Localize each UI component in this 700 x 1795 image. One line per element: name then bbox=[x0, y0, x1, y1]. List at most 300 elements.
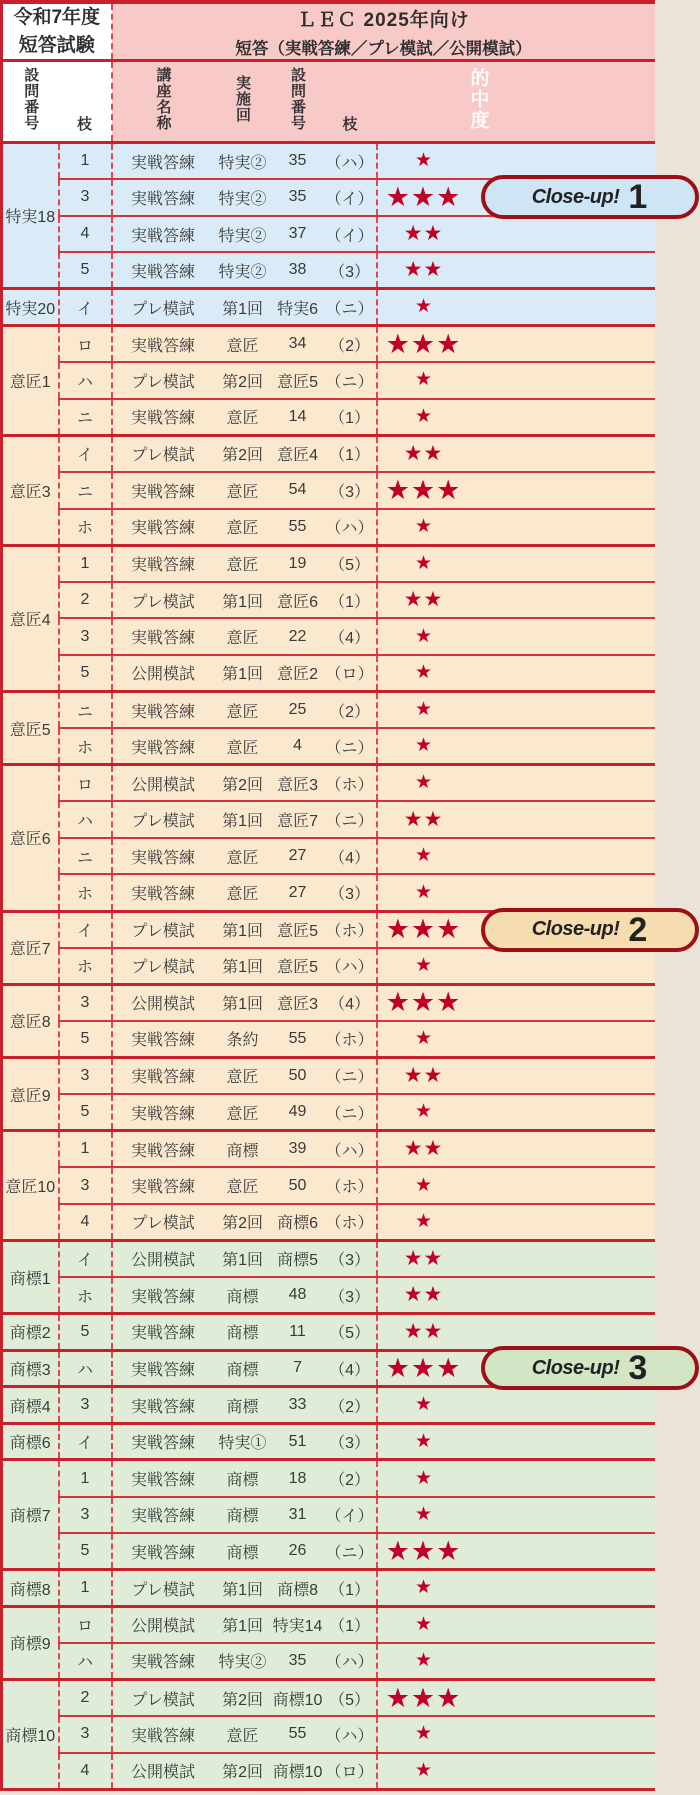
branch-no-cell: ニ bbox=[59, 692, 112, 729]
branch-cell: （5） bbox=[324, 545, 377, 582]
table-row bbox=[2, 582, 655, 619]
session-cell: 意匠 bbox=[214, 472, 272, 509]
group-label: 特実18 bbox=[2, 143, 59, 289]
col-header-branch2: 枝 bbox=[324, 61, 377, 143]
table-row bbox=[2, 1716, 655, 1753]
session-cell: 特実② bbox=[214, 179, 272, 216]
course-name-cell: プレ模試 bbox=[112, 362, 214, 399]
question-no-cell: 33 bbox=[272, 1387, 324, 1424]
session-cell: 特実② bbox=[214, 252, 272, 289]
star-icons: ★ bbox=[414, 954, 433, 976]
hit-rate-cell bbox=[377, 289, 655, 326]
hit-rate-cell bbox=[377, 252, 655, 289]
branch-cell: （4） bbox=[324, 984, 377, 1021]
star-icons: ★★ bbox=[403, 441, 444, 465]
session-cell: 意匠 bbox=[214, 1057, 272, 1094]
branch-cell: （ホ） bbox=[324, 911, 377, 948]
branch-cell: （1） bbox=[324, 582, 377, 619]
star-icons: ★★ bbox=[403, 222, 444, 246]
course-name-cell: 実戦答練 bbox=[112, 1057, 214, 1094]
question-no-cell: 意匠3 bbox=[272, 984, 324, 1021]
group-label: 商標6 bbox=[2, 1423, 59, 1460]
course-name-cell: 実戦答練 bbox=[112, 399, 214, 436]
star-icons: ★ bbox=[414, 552, 433, 574]
branch-no-cell: 5 bbox=[59, 1094, 112, 1131]
hit-rate-cell bbox=[377, 1643, 655, 1680]
closeup-badge bbox=[481, 908, 699, 952]
branch-no-cell: 2 bbox=[59, 1680, 112, 1717]
star-icons: ★ bbox=[414, 1210, 433, 1232]
hit-rate-cell bbox=[377, 582, 655, 619]
course-name-cell: 実戦答練 bbox=[112, 838, 214, 875]
course-name-cell: プレ模試 bbox=[112, 582, 214, 619]
branch-no-cell: 5 bbox=[59, 252, 112, 289]
star-icons: ★★★ bbox=[385, 328, 462, 359]
hit-rate-cell bbox=[377, 1570, 655, 1607]
group-label: 商標8 bbox=[2, 1570, 59, 1607]
branch-no-cell: ニ bbox=[59, 399, 112, 436]
col-header-question-no: 設問番号 bbox=[2, 61, 59, 143]
branch-no-cell: 2 bbox=[59, 582, 112, 619]
session-cell: 意匠 bbox=[214, 838, 272, 875]
branch-no-cell: 5 bbox=[59, 1021, 112, 1058]
table-row bbox=[2, 1131, 655, 1168]
table-row bbox=[2, 618, 655, 655]
table-row bbox=[2, 765, 655, 802]
star-icons: ★ bbox=[414, 405, 433, 427]
branch-cell: （ニ） bbox=[324, 1094, 377, 1131]
question-no-cell: 55 bbox=[272, 1716, 324, 1753]
branch-cell: （3） bbox=[324, 1423, 377, 1460]
hit-rate-cell bbox=[377, 1387, 655, 1424]
question-no-cell: 意匠3 bbox=[272, 765, 324, 802]
session-cell: 意匠 bbox=[214, 545, 272, 582]
branch-cell: （ハ） bbox=[324, 1716, 377, 1753]
table-row bbox=[2, 874, 655, 911]
branch-cell: （イ） bbox=[324, 179, 377, 216]
group-label: 商標2 bbox=[2, 1314, 59, 1351]
session-cell: 意匠 bbox=[214, 618, 272, 655]
closeup-label: Close-up! bbox=[531, 1356, 620, 1379]
hit-rate-cell bbox=[377, 1460, 655, 1497]
question-no-cell: 意匠2 bbox=[272, 655, 324, 692]
table-row bbox=[2, 1753, 655, 1790]
branch-cell: （ハ） bbox=[324, 509, 377, 546]
course-name-cell: プレ模試 bbox=[112, 911, 214, 948]
question-no-cell: 35 bbox=[272, 143, 324, 180]
course-name-cell: 実戦答練 bbox=[112, 143, 214, 180]
session-cell: 意匠 bbox=[214, 326, 272, 363]
hit-rate-cell bbox=[377, 1094, 655, 1131]
hit-rate-cell bbox=[377, 838, 655, 875]
branch-no-cell: ハ bbox=[59, 801, 112, 838]
branch-cell: （3） bbox=[324, 874, 377, 911]
hit-rate-cell bbox=[377, 1277, 655, 1314]
branch-cell: （ハ） bbox=[324, 143, 377, 180]
group-label: 意匠10 bbox=[2, 1131, 59, 1241]
table-row bbox=[2, 1350, 655, 1387]
group-label: 商標4 bbox=[2, 1387, 59, 1424]
question-no-cell: 意匠5 bbox=[272, 911, 324, 948]
session-cell: 第1回 bbox=[214, 1570, 272, 1607]
hit-rate-cell bbox=[377, 1131, 655, 1168]
branch-cell: （ニ） bbox=[324, 728, 377, 765]
hit-rate-cell bbox=[377, 326, 655, 363]
table-row bbox=[2, 1021, 655, 1058]
question-no-cell: 特実14 bbox=[272, 1606, 324, 1643]
group-label: 意匠6 bbox=[2, 765, 59, 911]
branch-cell: （ハ） bbox=[324, 1643, 377, 1680]
course-name-cell: 実戦答練 bbox=[112, 1131, 214, 1168]
hit-rate-cell bbox=[377, 874, 655, 911]
table-row bbox=[2, 1533, 655, 1570]
branch-no-cell: ニ bbox=[59, 838, 112, 875]
branch-cell: （4） bbox=[324, 1350, 377, 1387]
branch-cell: （3） bbox=[324, 1277, 377, 1314]
session-cell: 意匠 bbox=[214, 728, 272, 765]
table-row bbox=[2, 1387, 655, 1424]
course-name-cell: プレ模試 bbox=[112, 801, 214, 838]
branch-no-cell: 3 bbox=[59, 1167, 112, 1204]
table-row bbox=[2, 216, 655, 253]
star-icons: ★★★ bbox=[385, 474, 462, 505]
star-icons: ★ bbox=[414, 515, 433, 537]
table-row bbox=[2, 1423, 655, 1460]
branch-cell: （1） bbox=[324, 1606, 377, 1643]
table-row bbox=[2, 838, 655, 875]
branch-no-cell: イ bbox=[59, 435, 112, 472]
branch-cell: （ニ） bbox=[324, 1533, 377, 1570]
question-no-cell: 22 bbox=[272, 618, 324, 655]
session-cell: 意匠 bbox=[214, 509, 272, 546]
star-icons: ★★★ bbox=[385, 1535, 462, 1566]
branch-cell: （2） bbox=[324, 326, 377, 363]
branch-no-cell: ホ bbox=[59, 728, 112, 765]
session-cell: 第2回 bbox=[214, 435, 272, 472]
table-row bbox=[2, 948, 655, 985]
session-cell: 商標 bbox=[214, 1131, 272, 1168]
question-no-cell: 26 bbox=[272, 1533, 324, 1570]
hit-rate-cell bbox=[377, 399, 655, 436]
branch-no-cell: ホ bbox=[59, 509, 112, 546]
group-label: 意匠5 bbox=[2, 692, 59, 765]
hit-rate-cell bbox=[377, 618, 655, 655]
course-name-cell: 実戦答練 bbox=[112, 874, 214, 911]
session-cell: 意匠 bbox=[214, 874, 272, 911]
session-cell: 意匠 bbox=[214, 1094, 272, 1131]
branch-no-cell: 5 bbox=[59, 1314, 112, 1351]
question-no-cell: 意匠5 bbox=[272, 362, 324, 399]
course-name-cell: プレ模試 bbox=[112, 435, 214, 472]
group-label: 意匠9 bbox=[2, 1057, 59, 1130]
hit-rate-cell bbox=[377, 911, 655, 948]
group-label: 商標9 bbox=[2, 1606, 59, 1679]
star-icons: ★ bbox=[414, 735, 433, 757]
star-icons: ★ bbox=[414, 1503, 433, 1525]
hit-rate-cell bbox=[377, 472, 655, 509]
branch-cell: （ニ） bbox=[324, 289, 377, 326]
session-cell: 特実① bbox=[214, 1423, 272, 1460]
course-name-cell: 公開模試 bbox=[112, 984, 214, 1021]
branch-no-cell: 1 bbox=[59, 1570, 112, 1607]
group-label: 意匠7 bbox=[2, 911, 59, 984]
closeup-label: Close-up! bbox=[531, 185, 620, 208]
table-row bbox=[2, 362, 655, 399]
branch-cell: （ホ） bbox=[324, 1167, 377, 1204]
closeup-number: 3 bbox=[628, 1349, 648, 1388]
session-cell: 第2回 bbox=[214, 1680, 272, 1717]
hit-rate-cell bbox=[377, 435, 655, 472]
branch-no-cell: イ bbox=[59, 911, 112, 948]
branch-no-cell: イ bbox=[59, 1240, 112, 1277]
branch-cell: （ニ） bbox=[324, 801, 377, 838]
hit-rate-cell bbox=[377, 801, 655, 838]
branch-cell: （3） bbox=[324, 472, 377, 509]
branch-cell: （1） bbox=[324, 1570, 377, 1607]
course-name-cell: 実戦答練 bbox=[112, 1350, 214, 1387]
table-row bbox=[2, 1167, 655, 1204]
session-cell: 意匠 bbox=[214, 1716, 272, 1753]
closeup-number: 2 bbox=[628, 910, 648, 949]
table-row bbox=[2, 801, 655, 838]
star-icons: ★★★ bbox=[385, 1352, 462, 1383]
branch-cell: （ハ） bbox=[324, 948, 377, 985]
course-name-cell: 実戦答練 bbox=[112, 545, 214, 582]
table-row bbox=[2, 1460, 655, 1497]
closeup-number: 1 bbox=[628, 178, 648, 217]
branch-no-cell: ニ bbox=[59, 472, 112, 509]
course-name-cell: 公開模試 bbox=[112, 1753, 214, 1790]
hit-rate-cell bbox=[377, 1350, 655, 1387]
branch-cell: （ロ） bbox=[324, 1753, 377, 1790]
question-no-cell: 37 bbox=[272, 216, 324, 253]
hit-rate-cell bbox=[377, 1423, 655, 1460]
session-cell: 第1回 bbox=[214, 1240, 272, 1277]
question-no-cell: 14 bbox=[272, 399, 324, 436]
question-no-cell: 商標8 bbox=[272, 1570, 324, 1607]
branch-no-cell: 3 bbox=[59, 1497, 112, 1534]
question-no-cell: 35 bbox=[272, 1643, 324, 1680]
col-header-session: 実施回 bbox=[214, 61, 272, 143]
branch-no-cell: ロ bbox=[59, 326, 112, 363]
hit-rate-cell bbox=[377, 1606, 655, 1643]
session-cell: 第2回 bbox=[214, 362, 272, 399]
group-label: 商標10 bbox=[2, 1680, 59, 1790]
table-row bbox=[2, 435, 655, 472]
star-icons: ★ bbox=[414, 661, 433, 683]
hit-rate-cell bbox=[377, 509, 655, 546]
star-icons: ★★ bbox=[403, 1246, 444, 1270]
session-cell: 意匠 bbox=[214, 399, 272, 436]
branch-cell: （イ） bbox=[324, 216, 377, 253]
table-row bbox=[2, 179, 655, 216]
branch-no-cell: 3 bbox=[59, 984, 112, 1021]
branch-no-cell: ロ bbox=[59, 765, 112, 802]
table-row bbox=[2, 289, 655, 326]
branch-cell: （2） bbox=[324, 1387, 377, 1424]
question-no-cell: 商標5 bbox=[272, 1240, 324, 1277]
table-row bbox=[2, 143, 655, 180]
star-icons: ★ bbox=[414, 699, 433, 721]
group-label: 特実20 bbox=[2, 289, 59, 326]
branch-no-cell: 1 bbox=[59, 1131, 112, 1168]
course-name-cell: 実戦答練 bbox=[112, 1021, 214, 1058]
lec-title bbox=[112, 2, 655, 61]
session-cell: 特実② bbox=[214, 216, 272, 253]
star-icons: ★★ bbox=[403, 1319, 444, 1343]
course-name-cell: プレ模試 bbox=[112, 1204, 214, 1241]
branch-no-cell: 5 bbox=[59, 655, 112, 692]
star-icons: ★ bbox=[414, 772, 433, 794]
session-cell: 第1回 bbox=[214, 984, 272, 1021]
hit-rate-cell bbox=[377, 728, 655, 765]
star-icons: ★ bbox=[414, 1394, 433, 1416]
course-name-cell: 実戦答練 bbox=[112, 326, 214, 363]
question-no-cell: 商標6 bbox=[272, 1204, 324, 1241]
session-cell: 意匠 bbox=[214, 1167, 272, 1204]
branch-no-cell: イ bbox=[59, 289, 112, 326]
branch-cell: （4） bbox=[324, 838, 377, 875]
closeup-label: Close-up! bbox=[531, 918, 620, 941]
session-cell: 商標 bbox=[214, 1497, 272, 1534]
branch-cell: （ロ） bbox=[324, 655, 377, 692]
session-cell: 条約 bbox=[214, 1021, 272, 1058]
lec-title-line1: ＬＥＣ 2025年向け bbox=[297, 9, 470, 31]
branch-cell: （3） bbox=[324, 252, 377, 289]
branch-cell: （ハ） bbox=[324, 1131, 377, 1168]
branch-cell: （ホ） bbox=[324, 1021, 377, 1058]
star-icons: ★★★ bbox=[385, 181, 462, 212]
branch-no-cell: ホ bbox=[59, 874, 112, 911]
session-cell: 商標 bbox=[214, 1350, 272, 1387]
branch-no-cell: ホ bbox=[59, 1277, 112, 1314]
course-name-cell: プレ模試 bbox=[112, 948, 214, 985]
hit-rate-cell bbox=[377, 545, 655, 582]
session-cell: 商標 bbox=[214, 1533, 272, 1570]
branch-no-cell: ハ bbox=[59, 1643, 112, 1680]
exam-title-line2: 短答試験 bbox=[18, 34, 95, 56]
branch-no-cell: 1 bbox=[59, 1460, 112, 1497]
table-row bbox=[2, 1570, 655, 1607]
table-row bbox=[2, 1094, 655, 1131]
group-label: 意匠4 bbox=[2, 545, 59, 691]
course-name-cell: プレ模試 bbox=[112, 1570, 214, 1607]
hit-rate-cell bbox=[377, 1240, 655, 1277]
hit-rate-cell bbox=[377, 1204, 655, 1241]
question-no-cell: 50 bbox=[272, 1057, 324, 1094]
table-row bbox=[2, 728, 655, 765]
star-icons: ★★★ bbox=[385, 1682, 462, 1713]
table-row bbox=[2, 252, 655, 289]
hit-rate-cell bbox=[377, 1716, 655, 1753]
course-name-cell: 実戦答練 bbox=[112, 179, 214, 216]
group-label: 商標1 bbox=[2, 1240, 59, 1313]
branch-cell: （ニ） bbox=[324, 362, 377, 399]
course-name-cell: 実戦答練 bbox=[112, 1277, 214, 1314]
group-label: 意匠8 bbox=[2, 984, 59, 1057]
question-no-cell: 25 bbox=[272, 692, 324, 729]
course-name-cell: 実戦答練 bbox=[112, 472, 214, 509]
star-icons: ★★ bbox=[403, 1283, 444, 1307]
question-no-cell: 51 bbox=[272, 1423, 324, 1460]
lec-title-line2: 短答（実戦答練／プレ模試／公開模試） bbox=[235, 39, 532, 58]
hit-rate-cell bbox=[377, 1680, 655, 1717]
col-header-hit-rate: 的中度 bbox=[377, 61, 655, 143]
session-cell: 意匠 bbox=[214, 692, 272, 729]
hit-rate-cell bbox=[377, 179, 655, 216]
table-body bbox=[2, 143, 655, 1790]
branch-cell: （ホ） bbox=[324, 765, 377, 802]
course-name-cell: 実戦答練 bbox=[112, 1716, 214, 1753]
question-no-cell: 商標10 bbox=[272, 1753, 324, 1790]
star-icons: ★ bbox=[414, 1174, 433, 1196]
hit-rate-cell bbox=[377, 692, 655, 729]
star-icons: ★ bbox=[414, 1577, 433, 1599]
branch-no-cell: 1 bbox=[59, 143, 112, 180]
branch-no-cell: 5 bbox=[59, 1533, 112, 1570]
session-cell: 第1回 bbox=[214, 911, 272, 948]
question-no-cell: 4 bbox=[272, 728, 324, 765]
hit-rate-cell bbox=[377, 1497, 655, 1534]
star-icons: ★ bbox=[414, 1430, 433, 1452]
question-no-cell: 商標10 bbox=[272, 1680, 324, 1717]
hit-rate-cell bbox=[377, 655, 655, 692]
session-cell: 商標 bbox=[214, 1314, 272, 1351]
question-no-cell: 11 bbox=[272, 1314, 324, 1351]
hit-rate-cell bbox=[377, 143, 655, 180]
group-label: 商標7 bbox=[2, 1460, 59, 1570]
hit-rate-cell bbox=[377, 1753, 655, 1790]
question-no-cell: 意匠5 bbox=[272, 948, 324, 985]
session-cell: 商標 bbox=[214, 1460, 272, 1497]
question-no-cell: 18 bbox=[272, 1460, 324, 1497]
star-icons: ★ bbox=[414, 296, 433, 318]
closeup-badge bbox=[481, 1346, 699, 1390]
star-icons: ★ bbox=[414, 1723, 433, 1745]
session-cell: 第2回 bbox=[214, 1204, 272, 1241]
branch-no-cell: 1 bbox=[59, 545, 112, 582]
branch-no-cell: ハ bbox=[59, 362, 112, 399]
table-row bbox=[2, 545, 655, 582]
table-row bbox=[2, 1240, 655, 1277]
question-no-cell: 48 bbox=[272, 1277, 324, 1314]
session-cell: 第1回 bbox=[214, 655, 272, 692]
table-row bbox=[2, 655, 655, 692]
branch-cell: （3） bbox=[324, 1240, 377, 1277]
question-no-cell: 49 bbox=[272, 1094, 324, 1131]
course-name-cell: 実戦答練 bbox=[112, 1460, 214, 1497]
star-icons: ★★ bbox=[403, 1063, 444, 1087]
session-cell: 特実② bbox=[214, 1643, 272, 1680]
branch-no-cell: 3 bbox=[59, 1387, 112, 1424]
table-row bbox=[2, 1057, 655, 1094]
star-icons: ★ bbox=[414, 1467, 433, 1489]
question-no-cell: 19 bbox=[272, 545, 324, 582]
star-icons: ★★★ bbox=[385, 914, 462, 945]
branch-no-cell: イ bbox=[59, 1423, 112, 1460]
branch-no-cell: 3 bbox=[59, 1057, 112, 1094]
question-no-cell: 55 bbox=[272, 509, 324, 546]
table-row bbox=[2, 1680, 655, 1717]
group-label: 意匠1 bbox=[2, 326, 59, 436]
hit-rate-cell bbox=[377, 1021, 655, 1058]
branch-no-cell: 3 bbox=[59, 618, 112, 655]
branch-no-cell: 3 bbox=[59, 179, 112, 216]
table-row bbox=[2, 1643, 655, 1680]
star-icons: ★★ bbox=[403, 588, 444, 612]
session-cell: 第2回 bbox=[214, 1753, 272, 1790]
course-name-cell: 実戦答練 bbox=[112, 252, 214, 289]
